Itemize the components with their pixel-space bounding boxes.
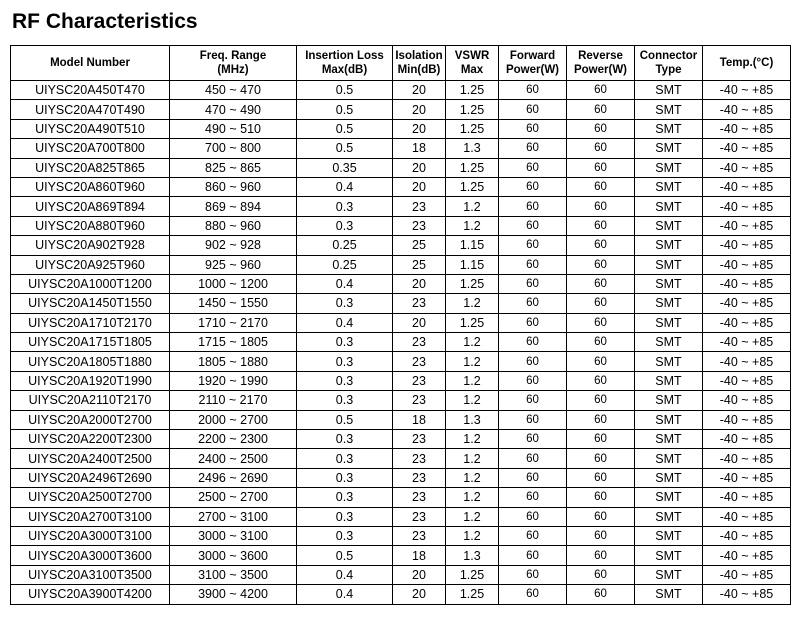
cell-rev: 60 [567,216,635,235]
cell-freq: 2110 ~ 2170 [170,391,297,410]
cell-fwd: 60 [499,488,567,507]
table-row [11,119,791,138]
cell-conn: SMT [635,119,703,138]
cell-model: UIYSC20A450T470 [11,81,170,100]
cell-freq: 3900 ~ 4200 [170,585,297,604]
cell-freq: 470 ~ 490 [170,100,297,119]
table-row [11,274,791,293]
cell-iso: 18 [393,410,446,429]
cell-freq: 2400 ~ 2500 [170,449,297,468]
cell-fwd: 60 [499,274,567,293]
column-header-line: Isolation [395,50,443,62]
cell-fwd: 60 [499,546,567,565]
cell-freq: 860 ~ 960 [170,177,297,196]
cell-rev: 60 [567,371,635,390]
cell-conn: SMT [635,313,703,332]
column-header-conn [635,46,703,81]
cell-temp: -40 ~ +85 [703,139,791,158]
cell-conn: SMT [635,333,703,352]
cell-conn: SMT [635,410,703,429]
table-row [11,81,791,100]
cell-conn: SMT [635,158,703,177]
cell-vswr: 1.25 [446,158,499,177]
cell-rev: 60 [567,410,635,429]
cell-vswr: 1.25 [446,177,499,196]
cell-rev: 60 [567,255,635,274]
cell-freq: 2200 ~ 2300 [170,430,297,449]
cell-model: UIYSC20A3000T3100 [11,526,170,545]
cell-rev: 60 [567,507,635,526]
cell-freq: 700 ~ 800 [170,139,297,158]
cell-fwd: 60 [499,410,567,429]
cell-rev: 60 [567,158,635,177]
cell-il: 0.5 [297,100,393,119]
cell-il: 0.5 [297,81,393,100]
cell-rev: 60 [567,236,635,255]
cell-model: UIYSC20A3900T4200 [11,585,170,604]
table-row [11,391,791,410]
cell-il: 0.3 [297,294,393,313]
cell-il: 0.3 [297,449,393,468]
cell-conn: SMT [635,100,703,119]
cell-fwd: 60 [499,81,567,100]
cell-il: 0.5 [297,119,393,138]
cell-freq: 880 ~ 960 [170,216,297,235]
cell-temp: -40 ~ +85 [703,236,791,255]
column-header-rev [567,46,635,81]
cell-temp: -40 ~ +85 [703,526,791,545]
cell-fwd: 60 [499,294,567,313]
table-row [11,488,791,507]
cell-il: 0.3 [297,352,393,371]
cell-iso: 20 [393,177,446,196]
cell-model: UIYSC20A470T490 [11,100,170,119]
table-row [11,216,791,235]
table-row [11,371,791,390]
cell-il: 0.5 [297,546,393,565]
cell-il: 0.4 [297,177,393,196]
table-row [11,236,791,255]
cell-conn: SMT [635,274,703,293]
table-row [11,139,791,158]
cell-conn: SMT [635,526,703,545]
cell-rev: 60 [567,430,635,449]
cell-model: UIYSC20A825T865 [11,158,170,177]
cell-model: UIYSC20A860T960 [11,177,170,196]
cell-freq: 1715 ~ 1805 [170,333,297,352]
cell-temp: -40 ~ +85 [703,565,791,584]
cell-fwd: 60 [499,313,567,332]
cell-freq: 3000 ~ 3100 [170,526,297,545]
cell-il: 0.4 [297,585,393,604]
cell-conn: SMT [635,294,703,313]
cell-fwd: 60 [499,177,567,196]
table-row [11,158,791,177]
cell-rev: 60 [567,177,635,196]
cell-temp: -40 ~ +85 [703,100,791,119]
cell-freq: 1000 ~ 1200 [170,274,297,293]
cell-freq: 2000 ~ 2700 [170,410,297,429]
cell-temp: -40 ~ +85 [703,449,791,468]
cell-temp: -40 ~ +85 [703,546,791,565]
cell-rev: 60 [567,391,635,410]
cell-rev: 60 [567,313,635,332]
cell-rev: 60 [567,352,635,371]
cell-model: UIYSC20A1715T1805 [11,333,170,352]
cell-vswr: 1.2 [446,449,499,468]
header-row [11,46,791,81]
cell-vswr: 1.3 [446,139,499,158]
cell-vswr: 1.25 [446,100,499,119]
cell-vswr: 1.2 [446,430,499,449]
cell-model: UIYSC20A2200T2300 [11,430,170,449]
cell-vswr: 1.25 [446,585,499,604]
cell-freq: 2700 ~ 3100 [170,507,297,526]
cell-iso: 23 [393,488,446,507]
cell-temp: -40 ~ +85 [703,216,791,235]
cell-iso: 20 [393,81,446,100]
cell-freq: 902 ~ 928 [170,236,297,255]
cell-fwd: 60 [499,255,567,274]
cell-fwd: 60 [499,216,567,235]
table-row [11,255,791,274]
cell-il: 0.3 [297,391,393,410]
cell-vswr: 1.2 [446,526,499,545]
cell-temp: -40 ~ +85 [703,430,791,449]
cell-conn: SMT [635,585,703,604]
cell-vswr: 1.3 [446,410,499,429]
cell-iso: 23 [393,391,446,410]
cell-model: UIYSC20A700T800 [11,139,170,158]
cell-vswr: 1.2 [446,507,499,526]
column-header-model [11,46,170,81]
cell-iso: 23 [393,216,446,235]
table-row [11,197,791,216]
cell-temp: -40 ~ +85 [703,197,791,216]
cell-il: 0.3 [297,430,393,449]
cell-model: UIYSC20A869T894 [11,197,170,216]
cell-model: UIYSC20A925T960 [11,255,170,274]
cell-iso: 20 [393,585,446,604]
cell-conn: SMT [635,565,703,584]
cell-conn: SMT [635,216,703,235]
cell-temp: -40 ~ +85 [703,313,791,332]
cell-model: UIYSC20A490T510 [11,119,170,138]
cell-iso: 25 [393,255,446,274]
cell-vswr: 1.25 [446,313,499,332]
cell-temp: -40 ~ +85 [703,391,791,410]
cell-il: 0.4 [297,274,393,293]
cell-iso: 23 [393,526,446,545]
cell-rev: 60 [567,526,635,545]
cell-temp: -40 ~ +85 [703,371,791,390]
table-row [11,294,791,313]
cell-temp: -40 ~ +85 [703,507,791,526]
cell-conn: SMT [635,81,703,100]
table-row [11,468,791,487]
cell-rev: 60 [567,333,635,352]
cell-conn: SMT [635,236,703,255]
cell-vswr: 1.2 [446,197,499,216]
cell-iso: 20 [393,100,446,119]
cell-temp: -40 ~ +85 [703,488,791,507]
cell-model: UIYSC20A2700T3100 [11,507,170,526]
cell-vswr: 1.2 [446,294,499,313]
cell-rev: 60 [567,100,635,119]
cell-freq: 825 ~ 865 [170,158,297,177]
cell-iso: 23 [393,333,446,352]
column-header-line: Type [655,64,682,76]
cell-il: 0.4 [297,565,393,584]
cell-rev: 60 [567,546,635,565]
cell-freq: 925 ~ 960 [170,255,297,274]
cell-il: 0.3 [297,488,393,507]
cell-il: 0.5 [297,139,393,158]
cell-model: UIYSC20A1710T2170 [11,313,170,332]
cell-temp: -40 ~ +85 [703,333,791,352]
cell-conn: SMT [635,488,703,507]
column-header-il [297,46,393,81]
cell-conn: SMT [635,255,703,274]
column-header-line: Power(W) [573,64,628,76]
cell-il: 0.3 [297,507,393,526]
cell-rev: 60 [567,139,635,158]
cell-rev: 60 [567,197,635,216]
cell-model: UIYSC20A902T928 [11,236,170,255]
cell-model: UIYSC20A1920T1990 [11,371,170,390]
cell-fwd: 60 [499,507,567,526]
cell-vswr: 1.25 [446,119,499,138]
table-row [11,565,791,584]
cell-iso: 23 [393,449,446,468]
cell-temp: -40 ~ +85 [703,468,791,487]
cell-fwd: 60 [499,197,567,216]
column-header-line: Insertion Loss [305,50,384,62]
cell-iso: 23 [393,197,446,216]
column-header-line: Power(W) [505,64,560,76]
cell-temp: -40 ~ +85 [703,158,791,177]
cell-conn: SMT [635,391,703,410]
cell-fwd: 60 [499,100,567,119]
cell-vswr: 1.2 [446,216,499,235]
cell-model: UIYSC20A2000T2700 [11,410,170,429]
table-row [11,585,791,604]
cell-model: UIYSC20A880T960 [11,216,170,235]
cell-temp: -40 ~ +85 [703,274,791,293]
cell-temp: -40 ~ +85 [703,255,791,274]
cell-temp: -40 ~ +85 [703,352,791,371]
cell-freq: 1805 ~ 1880 [170,352,297,371]
column-header-line: Reverse [578,50,623,62]
cell-model: UIYSC20A3100T3500 [11,565,170,584]
cell-fwd: 60 [499,565,567,584]
cell-fwd: 60 [499,391,567,410]
cell-fwd: 60 [499,449,567,468]
cell-rev: 60 [567,81,635,100]
cell-vswr: 1.2 [446,352,499,371]
cell-il: 0.3 [297,216,393,235]
cell-fwd: 60 [499,139,567,158]
cell-rev: 60 [567,488,635,507]
cell-vswr: 1.25 [446,274,499,293]
cell-freq: 3000 ~ 3600 [170,546,297,565]
cell-vswr: 1.2 [446,488,499,507]
column-header-line: Min(dB) [397,64,441,76]
cell-il: 0.3 [297,468,393,487]
page-title: RF Characteristics [12,10,198,33]
cell-freq: 1450 ~ 1550 [170,294,297,313]
cell-vswr: 1.2 [446,391,499,410]
cell-rev: 60 [567,449,635,468]
table-row [11,100,791,119]
cell-conn: SMT [635,468,703,487]
cell-vswr: 1.2 [446,371,499,390]
cell-freq: 1710 ~ 2170 [170,313,297,332]
cell-fwd: 60 [499,430,567,449]
cell-freq: 450 ~ 470 [170,81,297,100]
cell-iso: 23 [393,294,446,313]
cell-conn: SMT [635,507,703,526]
cell-fwd: 60 [499,158,567,177]
cell-il: 0.25 [297,255,393,274]
cell-conn: SMT [635,139,703,158]
cell-rev: 60 [567,565,635,584]
cell-rev: 60 [567,119,635,138]
cell-fwd: 60 [499,333,567,352]
cell-freq: 2500 ~ 2700 [170,488,297,507]
cell-temp: -40 ~ +85 [703,294,791,313]
column-header-line: (MHz) [217,64,249,76]
cell-il: 0.3 [297,333,393,352]
cell-iso: 20 [393,313,446,332]
table-row [11,430,791,449]
cell-fwd: 60 [499,236,567,255]
table-row [11,333,791,352]
cell-freq: 3100 ~ 3500 [170,565,297,584]
cell-model: UIYSC20A2110T2170 [11,391,170,410]
table-row [11,526,791,545]
cell-freq: 869 ~ 894 [170,197,297,216]
cell-freq: 490 ~ 510 [170,119,297,138]
cell-model: UIYSC20A1805T1880 [11,352,170,371]
column-header-vswr [446,46,499,81]
cell-rev: 60 [567,274,635,293]
column-header-line: Model Number [50,57,130,69]
table-row [11,177,791,196]
cell-fwd: 60 [499,468,567,487]
column-header-line: Max(dB) [321,64,368,76]
column-header-temp [703,46,791,81]
cell-vswr: 1.2 [446,468,499,487]
cell-fwd: 60 [499,119,567,138]
cell-model: UIYSC20A2496T2690 [11,468,170,487]
cell-il: 0.5 [297,410,393,429]
rf-characteristics-table [10,45,791,605]
cell-il: 0.3 [297,197,393,216]
cell-conn: SMT [635,352,703,371]
column-header-line: Forward [509,50,556,62]
cell-conn: SMT [635,371,703,390]
cell-iso: 18 [393,139,446,158]
cell-model: UIYSC20A1000T1200 [11,274,170,293]
cell-il: 0.35 [297,158,393,177]
column-header-line: Connector [639,50,698,62]
column-header-iso [393,46,446,81]
column-header-line: Max [460,64,484,76]
cell-conn: SMT [635,430,703,449]
column-header-line: Temp.(°C) [719,57,774,69]
cell-rev: 60 [567,294,635,313]
cell-il: 0.25 [297,236,393,255]
table-row [11,352,791,371]
cell-il: 0.3 [297,526,393,545]
table-row [11,313,791,332]
cell-temp: -40 ~ +85 [703,119,791,138]
cell-iso: 18 [393,546,446,565]
cell-model: UIYSC20A3000T3600 [11,546,170,565]
cell-model: UIYSC20A1450T1550 [11,294,170,313]
cell-fwd: 60 [499,371,567,390]
cell-temp: -40 ~ +85 [703,177,791,196]
table-body [11,81,791,605]
cell-vswr: 1.25 [446,81,499,100]
cell-temp: -40 ~ +85 [703,585,791,604]
cell-fwd: 60 [499,585,567,604]
cell-freq: 1920 ~ 1990 [170,371,297,390]
cell-iso: 23 [393,430,446,449]
cell-vswr: 1.15 [446,236,499,255]
cell-temp: -40 ~ +85 [703,81,791,100]
cell-iso: 23 [393,352,446,371]
column-header-line: VSWR [454,50,490,62]
cell-temp: -40 ~ +85 [703,410,791,429]
cell-rev: 60 [567,585,635,604]
cell-conn: SMT [635,197,703,216]
table-row [11,410,791,429]
table-row [11,507,791,526]
cell-vswr: 1.2 [446,333,499,352]
cell-model: UIYSC20A2400T2500 [11,449,170,468]
cell-il: 0.4 [297,313,393,332]
cell-il: 0.3 [297,371,393,390]
cell-vswr: 1.3 [446,546,499,565]
cell-iso: 20 [393,119,446,138]
cell-iso: 20 [393,158,446,177]
cell-conn: SMT [635,177,703,196]
cell-vswr: 1.25 [446,565,499,584]
table-row [11,449,791,468]
cell-iso: 20 [393,274,446,293]
cell-iso: 25 [393,236,446,255]
cell-iso: 23 [393,468,446,487]
cell-fwd: 60 [499,352,567,371]
cell-conn: SMT [635,449,703,468]
cell-fwd: 60 [499,526,567,545]
cell-iso: 20 [393,565,446,584]
cell-model: UIYSC20A2500T2700 [11,488,170,507]
cell-freq: 2496 ~ 2690 [170,468,297,487]
cell-rev: 60 [567,468,635,487]
column-header-freq [170,46,297,81]
column-header-line: Freq. Range [199,50,267,62]
cell-conn: SMT [635,546,703,565]
cell-iso: 23 [393,371,446,390]
table-row [11,546,791,565]
cell-vswr: 1.15 [446,255,499,274]
cell-iso: 23 [393,507,446,526]
column-header-fwd [499,46,567,81]
